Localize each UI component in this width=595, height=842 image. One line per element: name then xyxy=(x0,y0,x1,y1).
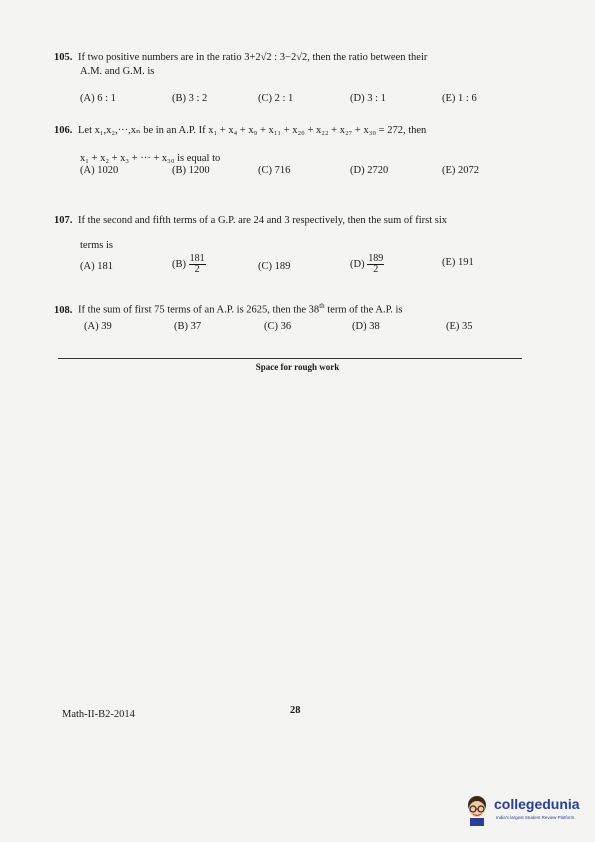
option-d: (D) 2720 xyxy=(350,165,389,176)
question-number: 106. xyxy=(54,125,73,136)
option-d: (D) 3 : 1 xyxy=(350,93,386,104)
fraction-denominator: 2 xyxy=(373,264,379,275)
question-text: Let x₁,x₂,···,xₙ be in an A.P. If x₁ + x₄ + x₉ + x₁₁ + x₂₀ + x₂₂ + x₂₇ + x₃₀ = 272, then xyxy=(78,125,427,136)
question-text-cont: terms is xyxy=(80,240,113,251)
fraction-denominator: 2 xyxy=(194,264,200,275)
ordinal-suffix: th xyxy=(319,302,325,310)
logo-tagline: India's largest Student Review Platform xyxy=(496,815,575,820)
question-text: If two positive numbers are in the ratio 3+2√2 : 3−2√2, then the ratio between their xyxy=(78,52,428,63)
option-label: (D) xyxy=(350,259,365,270)
question-107 xyxy=(54,208,534,258)
option-c: (C) 189 xyxy=(258,261,291,272)
option-e: (E) 191 xyxy=(442,257,474,268)
option-b: (B) 37 xyxy=(174,321,202,332)
option-c: (C) 36 xyxy=(264,321,292,332)
option-a: (A) 39 xyxy=(84,321,112,332)
fraction xyxy=(367,254,384,275)
question-text: If the second and fifth terms of a G.P. are 24 and 3 respectively, then the sum of first six xyxy=(78,215,448,226)
option-e: (E) 1 : 6 xyxy=(442,93,477,104)
option-e: (E) 35 xyxy=(446,321,473,332)
divider-line xyxy=(58,358,522,359)
fraction xyxy=(189,254,206,275)
option-c: (C) 716 xyxy=(258,165,291,176)
option-b xyxy=(172,254,206,275)
question-number: 107. xyxy=(54,215,73,226)
option-b: (B) 3 : 2 xyxy=(172,93,208,104)
question-108 xyxy=(54,299,534,318)
mascot-icon xyxy=(462,793,492,827)
paper-code: Math-II-B2-2014 xyxy=(62,709,135,720)
question-text-end: term of the A.P. is xyxy=(324,304,403,316)
question-number: 108. xyxy=(54,304,73,316)
fraction-numerator: 181 xyxy=(189,253,205,264)
question-text-cont: A.M. and G.M. is xyxy=(80,66,155,77)
question-number: 105. xyxy=(54,52,73,63)
option-a: (A) 181 xyxy=(80,261,113,272)
rough-work-label: Space for rough work xyxy=(255,362,340,372)
option-d xyxy=(350,254,384,275)
question-text-cont: x₁ + x₂ + x₃ + ··· + x₃₀ is equal to xyxy=(80,153,221,164)
page-number: 28 xyxy=(290,705,301,716)
option-b: (B) 1200 xyxy=(172,165,210,176)
option-a: (A) 1020 xyxy=(80,165,119,176)
option-e: (E) 2072 xyxy=(442,165,480,176)
option-c: (C) 2 : 1 xyxy=(258,93,294,104)
question-105 xyxy=(54,51,534,79)
option-a: (A) 6 : 1 xyxy=(80,93,116,104)
fraction-numerator: 189 xyxy=(368,253,384,264)
option-label: (B) xyxy=(172,259,186,270)
question-text: If the sum of first 75 terms of an A.P. is 2625, then the 38 xyxy=(78,304,320,316)
logo-wordmark: collegedunia xyxy=(494,796,580,812)
collegedunia-logo xyxy=(462,793,586,827)
option-d: (D) 38 xyxy=(352,321,380,332)
